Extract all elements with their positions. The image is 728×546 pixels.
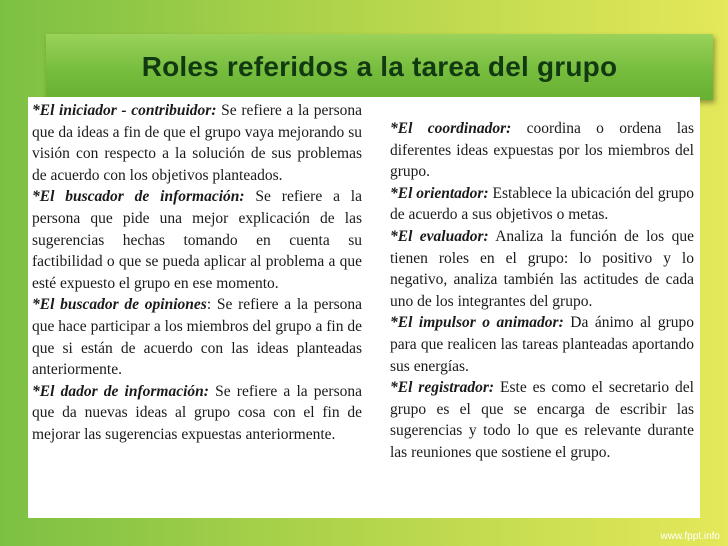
right-column <box>390 118 694 464</box>
content-panel <box>28 97 700 518</box>
role-paragraph <box>32 186 362 294</box>
role-term: *El impulsor o animador: <box>390 314 564 332</box>
role-term: *El coordinador: <box>390 120 512 137</box>
role-term: *El iniciador - contribuidor: <box>32 102 217 119</box>
role-description: coordina o ordena las diferentes ideas expuestas por los miembros del grupo. <box>390 120 694 181</box>
role-description: Se refiere a la persona que da nuevas ideas al grupo cosa con el fin de mejorar las sugerencias expuestas anteriormente. <box>32 382 363 443</box>
role-term: *El dador de información: <box>32 382 209 400</box>
role-paragraph <box>390 377 694 463</box>
role-term: *El evaluador: <box>390 227 489 245</box>
role-description: Establece la ubicación del grupo de acuerdo a sus objetivos o metas. <box>390 184 694 224</box>
role-term: *El buscador de opiniones <box>32 296 207 314</box>
role-paragraph <box>390 118 694 183</box>
footer-url: www.fppt.info <box>660 531 720 542</box>
role-description: Se refiere a la persona que da ideas a fin de que el grupo vaya mejorando su visión con respecto a la solución de sus problemas de acuerdo con los objetivos planteados. <box>32 102 362 184</box>
role-paragraph <box>390 226 694 312</box>
role-description: Analiza la función de los que tienen roles en el grupo: lo positivo y lo negativo, analiza también las actitudes de cada uno de los integrantes del grupo. <box>390 227 694 310</box>
role-term: *El registrador: <box>390 379 495 397</box>
role-paragraph <box>390 312 694 377</box>
slide-title: Roles referidos a la tarea del grupo <box>141 51 618 82</box>
role-description: Da ánimo al grupo para que realicen las tareas planteadas aportando sus energías. <box>390 314 694 375</box>
title-bar <box>46 34 713 100</box>
role-paragraph <box>390 183 694 226</box>
role-description: : Se refiere a la persona que hace participar a los miembros del grupo a fin de que si están de acuerdo con las ideas planteadas anteriormente. <box>32 296 362 379</box>
role-term: *El orientador: <box>390 184 489 202</box>
left-column <box>32 100 362 446</box>
role-description: Se refiere a la persona que pide una mejor explicación de las sugerencias hechas tomando en cuenta su factibilidad o que se pueda aplicar al problema a que esté expuesto el grupo en ese momento. <box>32 188 362 292</box>
role-description: Este es como el secretario del grupo es el que se encarga de escribir las sugerencias y todo lo que es relevante durante las reuniones que sostiene el grupo. <box>390 379 694 461</box>
role-paragraph <box>32 381 362 446</box>
role-term: *El buscador de información: <box>32 188 245 206</box>
role-paragraph <box>32 100 362 186</box>
role-paragraph <box>32 294 362 380</box>
